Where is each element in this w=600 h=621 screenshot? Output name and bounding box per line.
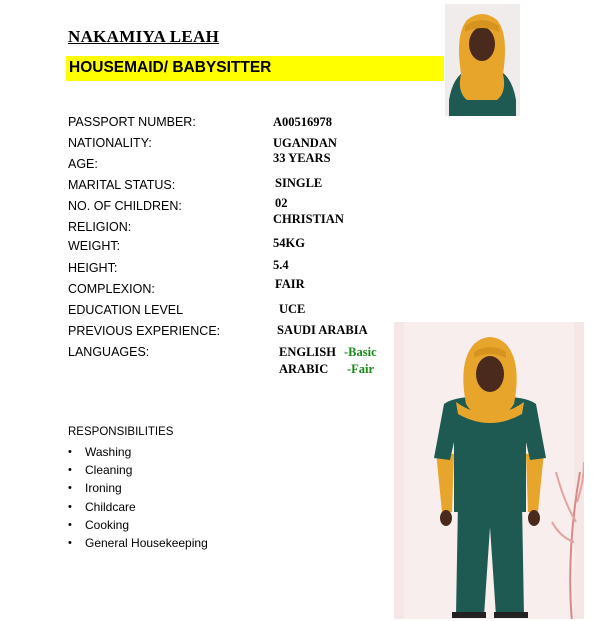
passport-value: A00516978	[273, 115, 333, 129]
children-label: NO. OF CHILDREN:	[68, 199, 182, 213]
age-label: AGE:	[68, 157, 98, 171]
language-english: ENGLISH	[279, 345, 336, 359]
list-item: • Cooking	[68, 516, 208, 534]
complexion-value: FAIR	[275, 277, 305, 291]
height-label: HEIGHT:	[68, 261, 118, 275]
full-body-photo	[394, 322, 584, 619]
responsibilities-list	[68, 443, 208, 552]
experience-label: PREVIOUS EXPERIENCE:	[68, 324, 221, 338]
religion-label: RELIGION:	[68, 220, 132, 234]
weight-label: WEIGHT:	[68, 239, 121, 253]
list-item: • General Housekeeping	[68, 534, 208, 552]
marital-status-label: MARITAL STATUS:	[68, 178, 176, 192]
complexion-label: COMPLEXION:	[68, 282, 155, 296]
marital-status-value: SINGLE	[275, 176, 323, 190]
weight-value: 54KG	[273, 236, 305, 250]
education-label: EDUCATION LEVEL	[68, 303, 184, 317]
list-item: • Cleaning	[68, 461, 208, 479]
height-value: 5.4	[273, 258, 289, 272]
language-arabic-level: -Fair	[347, 362, 375, 376]
religion-value: CHRISTIAN	[273, 212, 344, 226]
language-arabic: ARABIC	[279, 362, 329, 376]
experience-value: SAUDI ARABIA	[277, 323, 368, 337]
list-item: • Washing	[68, 443, 208, 461]
list-item: • Ironing	[68, 479, 208, 497]
children-value: 02	[275, 196, 288, 210]
job-title: HOUSEMAID/ BABYSITTER	[69, 59, 272, 76]
nationality-value: UGANDAN	[273, 136, 337, 150]
responsibilities-heading: RESPONSIBILITIES	[68, 426, 174, 438]
nationality-label: NATIONALITY:	[68, 136, 152, 150]
headshot-photo	[445, 4, 520, 116]
education-value: UCE	[279, 302, 306, 316]
age-value: 33 YEARS	[273, 151, 331, 165]
language-english-level: -Basic	[344, 345, 377, 359]
candidate-name: NAKAMIYA LEAH	[68, 27, 220, 46]
languages-label: LANGUAGES:	[68, 345, 150, 359]
list-item: • Childcare	[68, 498, 208, 516]
passport-label: PASSPORT NUMBER:	[68, 115, 196, 129]
